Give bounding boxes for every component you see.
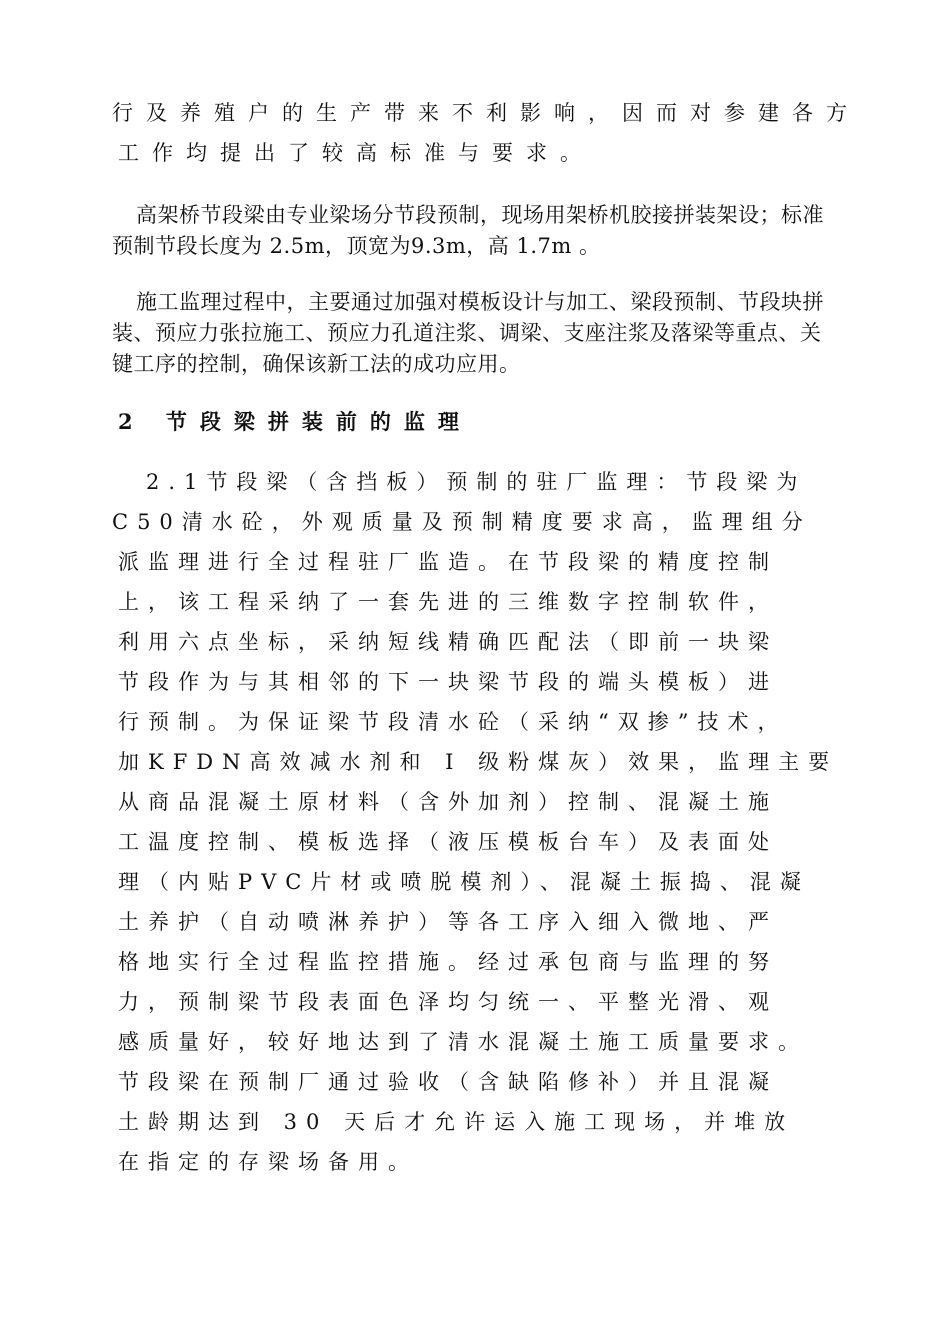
text-line: 工温度控制、模板选择（液压模板台车）及表面处 [118, 830, 778, 854]
text-line: 施工监理过程中，主要通过加强对模板设计与加工、梁段预制、节段块拼 [136, 290, 824, 314]
text-line: 格地实行全过程监控措施。经过承包商与监理的努 [118, 950, 778, 974]
text-line: 预制节段长度为 2.5m，顶宽为9.3m，高 1.7m 。 [112, 234, 601, 258]
text-line: 节段作为与其相邻的下一块梁节段的端头模板）进 [118, 670, 778, 694]
text-line: C50清水砼，外观质量及预制精度要求高，监理组分 [112, 510, 812, 534]
text-line: 从商品混凝土原材料（含外加剂）控制、混凝土施 [118, 790, 778, 814]
text-line: 2.1节段梁（含挡板）预制的驻厂监理：节段梁为 [146, 470, 807, 494]
text-line: 理（内贴PVC片材或喷脱模剂）、混凝土振捣、混凝 [118, 870, 810, 894]
text-line: 键工序的控制，确保该新工法的成功应用。 [112, 352, 521, 376]
text-line: 土龄期达到 30 天后才允许运入施工现场，并堆放 [118, 1110, 795, 1134]
text-line: 行及养殖户的生产带来不利影响，因而对参建各方 [112, 101, 860, 125]
text-line: 感质量好，较好地达到了清水混凝土施工质量要求。 [118, 1030, 808, 1054]
text-line: 行预制。为保证梁节段清水砼（采纳“双掺”技术， [118, 710, 788, 734]
text-line: 装、预应力张拉施工、预应力孔道注浆、调梁、支座注浆及落梁等重点、关 [112, 321, 822, 345]
text-line: 加KFDN高效减水剂和 I 级粉煤灰）效果，监理主要 [118, 750, 839, 774]
text-line: 上，该工程采纳了一套先进的三维数字控制软件， [118, 590, 778, 614]
text-line: 工作均提出了较高标准与要求。 [118, 141, 594, 165]
text-line: 在指定的存梁场备用。 [118, 1150, 418, 1174]
text-line: 土养护（自动喷淋养护）等各工序入细入微地、严 [118, 910, 778, 934]
text-line: 力，预制梁节段表面色泽均匀统一、平整光滑、观 [118, 990, 778, 1014]
text-line: 高架桥节段梁由专业梁场分节段预制，现场用架桥机胶接拼装架设；标准 [136, 203, 824, 227]
text-line: 节段梁在预制厂通过验收（含缺陷修补）并且混凝 [118, 1070, 778, 1094]
text-line: 利用六点坐标，采纳短线精确匹配法（即前一块梁 [118, 630, 778, 654]
text-line: 派监理进行全过程驻厂监造。在节段梁的精度控制 [118, 550, 778, 574]
section-heading: 2 节段梁拼装前的监理 [118, 409, 472, 434]
